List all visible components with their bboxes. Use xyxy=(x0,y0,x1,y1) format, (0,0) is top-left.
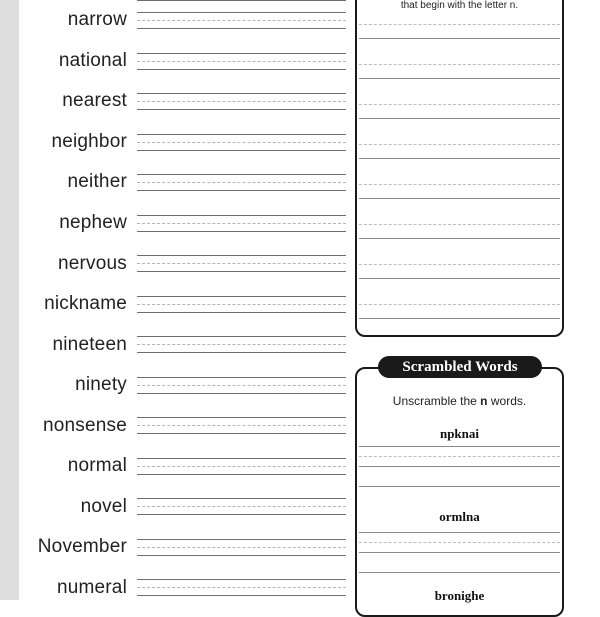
writing-midline xyxy=(137,142,346,143)
box-rule-line xyxy=(359,278,560,279)
spelling-word: nickname xyxy=(44,293,127,314)
box-midline xyxy=(359,224,560,225)
writing-rule-line xyxy=(137,109,346,110)
spelling-word: November xyxy=(37,536,127,557)
scrambled-words-box xyxy=(355,367,564,617)
box-midline xyxy=(359,144,560,145)
spelling-word: numeral xyxy=(56,577,127,598)
spelling-word: nineteen xyxy=(52,334,127,355)
box-midline xyxy=(359,24,560,25)
writing-midline xyxy=(137,547,346,548)
spelling-word: normal xyxy=(67,455,127,476)
writing-rule-line xyxy=(137,433,346,434)
scrambled-word: npknai xyxy=(439,426,480,441)
scrambled-instruction: Unscramble the n words. xyxy=(392,394,527,408)
writing-rule-line xyxy=(137,595,346,596)
answer-midline xyxy=(359,456,560,457)
box-midline xyxy=(359,184,560,185)
spelling-word: national xyxy=(58,50,127,71)
writing-midline xyxy=(137,344,346,345)
answer-rule-line xyxy=(359,532,560,533)
box-rule-line xyxy=(359,318,560,319)
writing-rule-line xyxy=(137,53,346,54)
writing-rule-line xyxy=(137,134,346,135)
writing-rule-line xyxy=(137,555,346,556)
answer-rule-line xyxy=(359,466,560,467)
box-midline xyxy=(359,64,560,65)
writing-midline xyxy=(137,182,346,183)
writing-rule-line xyxy=(137,312,346,313)
writing-rule-line xyxy=(137,69,346,70)
answer-rule-line xyxy=(359,572,560,573)
writing-midline xyxy=(137,20,346,21)
writing-rule-line xyxy=(137,215,346,216)
writing-rule-line xyxy=(137,296,346,297)
writing-midline xyxy=(137,304,346,305)
writing-midline xyxy=(137,61,346,62)
spelling-word: narrow xyxy=(67,9,127,30)
spelling-word: neither xyxy=(67,171,127,192)
writing-rule-line xyxy=(137,150,346,151)
writing-rule-line xyxy=(137,377,346,378)
box-midline xyxy=(359,104,560,105)
spelling-word: nonsense xyxy=(42,415,127,436)
writing-midline xyxy=(137,425,346,426)
scrambled-word: bronighe xyxy=(434,588,485,603)
left-margin-strip xyxy=(0,0,19,600)
writing-rule-line xyxy=(137,336,346,337)
writing-rule-line xyxy=(137,231,346,232)
writing-rule-line xyxy=(137,579,346,580)
spelling-word: novel xyxy=(80,496,127,517)
answer-rule-line xyxy=(359,446,560,447)
answer-midline xyxy=(359,542,560,543)
box-rule-line xyxy=(359,118,560,119)
answer-rule-line xyxy=(359,486,560,487)
writing-rule-line xyxy=(137,190,346,191)
writing-rule-line xyxy=(137,93,346,94)
writing-rule-line xyxy=(137,458,346,459)
writing-rule-line xyxy=(137,352,346,353)
box-rule-line xyxy=(359,78,560,79)
writing-rule-line xyxy=(137,417,346,418)
spelling-word: nephew xyxy=(59,212,127,233)
writing-rule-line xyxy=(137,174,346,175)
writing-rule-line xyxy=(137,255,346,256)
word-box xyxy=(355,0,564,337)
writing-midline xyxy=(137,385,346,386)
writing-rule-line xyxy=(137,28,346,29)
word-box-instruction: that begin with the letter n. xyxy=(400,0,519,11)
writing-midline xyxy=(137,466,346,467)
spelling-word: neighbor xyxy=(51,131,127,152)
writing-rule-line xyxy=(137,0,346,1)
writing-rule-line xyxy=(137,474,346,475)
box-midline xyxy=(359,264,560,265)
spelling-word: ninety xyxy=(75,374,127,395)
writing-rule-line xyxy=(137,539,346,540)
writing-rule-line xyxy=(137,12,346,13)
writing-midline xyxy=(137,223,346,224)
box-rule-line xyxy=(359,238,560,239)
box-midline xyxy=(359,304,560,305)
writing-midline xyxy=(137,587,346,588)
scrambled-word: ormlna xyxy=(439,509,480,524)
writing-lines-area[interactable] xyxy=(137,0,346,600)
writing-rule-line xyxy=(137,393,346,394)
scrambled-words-title: Scrambled Words xyxy=(378,356,542,378)
writing-midline xyxy=(137,101,346,102)
spelling-word: nearest xyxy=(62,90,127,111)
answer-rule-line xyxy=(359,552,560,553)
spelling-word: nervous xyxy=(58,253,127,274)
writing-rule-line xyxy=(137,498,346,499)
writing-midline xyxy=(137,263,346,264)
writing-rule-line xyxy=(137,271,346,272)
box-rule-line xyxy=(359,198,560,199)
writing-rule-line xyxy=(137,514,346,515)
box-rule-line xyxy=(359,38,560,39)
box-rule-line xyxy=(359,158,560,159)
writing-midline xyxy=(137,506,346,507)
spelling-word-list xyxy=(19,0,131,600)
